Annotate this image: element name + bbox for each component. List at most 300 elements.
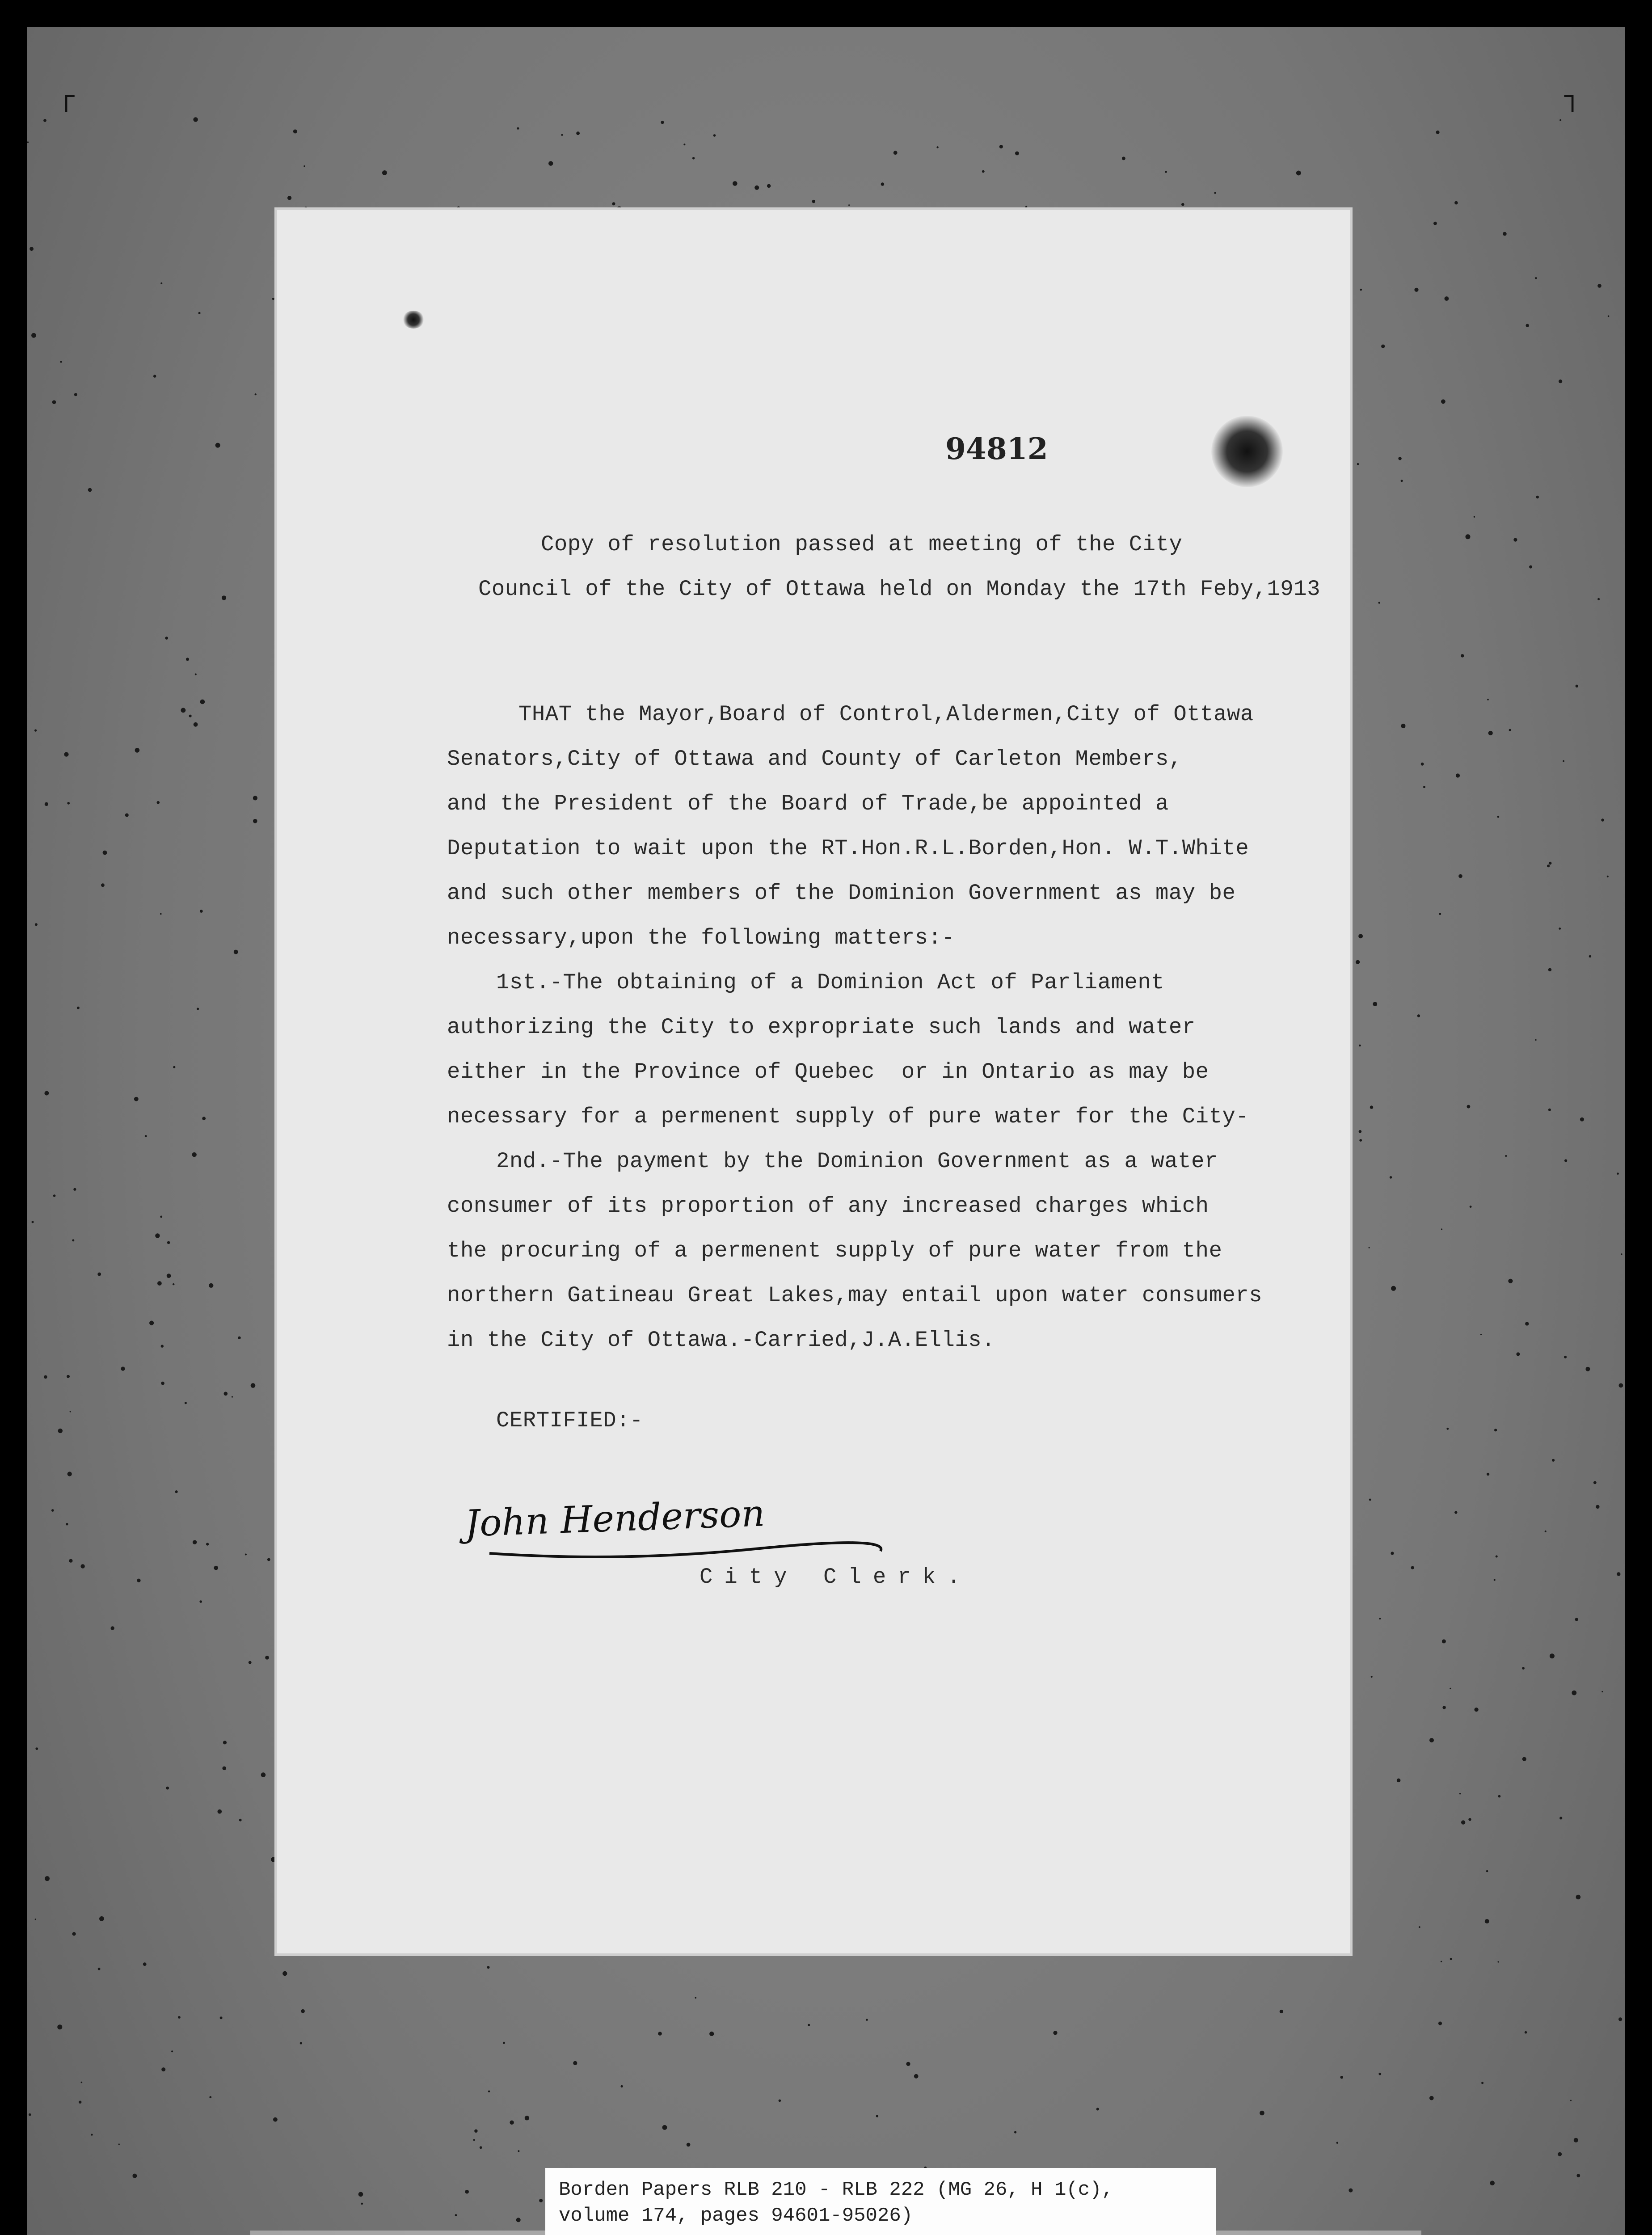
speckle [1480, 1334, 1482, 1335]
speckle [32, 1221, 34, 1223]
speckle [222, 595, 226, 600]
speckle [273, 2117, 278, 2122]
speckle [111, 1626, 114, 1630]
ink-smudge [1211, 416, 1283, 487]
speckle [77, 1007, 80, 1009]
speckle [1576, 685, 1578, 687]
speckle [255, 393, 257, 395]
crop-mark-top-right: ┐ [1564, 80, 1581, 112]
speckle [143, 1962, 147, 1966]
microfilm-frame [27, 27, 1625, 2235]
speckle [1459, 1793, 1461, 1794]
crop-mark-top-left: ┌ [58, 80, 75, 112]
speckle [1572, 1691, 1576, 1695]
speckle [1558, 2152, 1562, 2156]
speckle [209, 1283, 213, 1288]
body-line: authorizing the City to expropriate such lands and water [447, 1015, 1196, 1040]
speckle [876, 2115, 878, 2117]
speckle [145, 1135, 147, 1137]
speckle [200, 700, 205, 704]
speckle [239, 1819, 242, 1822]
speckle [155, 1233, 160, 1238]
speckle [197, 1008, 199, 1010]
speckle [576, 131, 580, 135]
speckle [171, 2050, 173, 2052]
speckle [1589, 955, 1591, 957]
speckle [121, 1366, 125, 1371]
speckle [245, 1554, 247, 1556]
speckle [516, 2218, 521, 2222]
speckle [265, 1656, 269, 1660]
speckle [192, 1152, 197, 1157]
speckle [779, 2100, 781, 2102]
speckle [1488, 731, 1493, 735]
speckle [43, 119, 46, 122]
speckle [125, 814, 129, 817]
speckle [137, 1579, 140, 1582]
speckle [253, 819, 257, 823]
speckle [474, 2130, 477, 2133]
speckle [1564, 1159, 1567, 1162]
speckle [709, 2032, 714, 2036]
speckle [1487, 699, 1489, 700]
speckle [893, 151, 898, 155]
speckle [35, 923, 38, 926]
speckle [612, 202, 615, 205]
speckle [1357, 463, 1359, 465]
speckle [206, 1543, 209, 1546]
speckle [135, 748, 140, 753]
speckle [906, 2062, 910, 2066]
speckle [282, 1971, 287, 1976]
speckle [69, 1559, 72, 1563]
speckle [45, 802, 48, 806]
speckle [193, 117, 198, 122]
speckle [999, 145, 1003, 148]
speckle [200, 910, 203, 913]
speckle [1525, 1322, 1529, 1325]
speckle [1574, 2138, 1578, 2142]
speckle [1378, 602, 1380, 603]
speckle [1442, 1706, 1446, 1709]
speckle [1456, 773, 1460, 777]
speckle [199, 1600, 202, 1603]
typed-letter-page [277, 210, 1350, 1953]
speckle [194, 722, 198, 727]
speckle [1522, 1667, 1525, 1670]
speckle [1214, 192, 1216, 194]
speckle [1498, 1961, 1499, 1962]
speckle [1563, 760, 1564, 762]
speckle [1397, 1779, 1401, 1783]
speckle [1535, 277, 1537, 279]
heading-line-2: Council of the City of Ottawa held on Monday the 17th Feby,1913 [478, 577, 1321, 602]
speckle [103, 851, 107, 855]
speckle [1450, 1958, 1452, 1960]
speckle [98, 1968, 101, 1970]
speckle [249, 1661, 252, 1664]
speckle [1181, 203, 1184, 206]
body-line: 2nd.-The payment by the Dominion Government as a water [496, 1149, 1218, 1174]
speckle [1467, 1105, 1471, 1109]
speckle [1411, 1566, 1414, 1569]
speckle [165, 637, 168, 640]
speckle [488, 2091, 490, 2092]
speckle [1358, 934, 1363, 939]
speckle [1461, 654, 1464, 657]
signature-underline [487, 1540, 889, 1567]
speckle [1576, 2174, 1580, 2177]
heading-line-1: Copy of resolution passed at meeting of the City [541, 532, 1183, 557]
speckle [1559, 119, 1561, 121]
speckle [167, 1241, 170, 1244]
speckle [1442, 1639, 1446, 1643]
speckle [1446, 1428, 1449, 1430]
speckle [1548, 1109, 1551, 1111]
speckle [1381, 345, 1385, 348]
speckle [1370, 1105, 1373, 1109]
speckle [848, 204, 850, 206]
speckle [1593, 1481, 1597, 1484]
speckle [733, 181, 738, 186]
speckle [658, 2032, 662, 2036]
speckle [1525, 2031, 1527, 2034]
speckle [132, 2174, 137, 2178]
speckle [914, 2074, 919, 2079]
speckle [1441, 1961, 1442, 1962]
speckle [1498, 1795, 1501, 1798]
speckle [1378, 2073, 1381, 2075]
speckle [161, 1382, 164, 1385]
speckle [1391, 1552, 1394, 1555]
speckle [1461, 1820, 1465, 1824]
speckle [473, 2139, 475, 2141]
speckle [271, 1857, 276, 1862]
speckle [193, 1540, 197, 1544]
speckle [1014, 2131, 1016, 2133]
speckle [1441, 399, 1446, 404]
speckle [713, 134, 716, 137]
speckle [1559, 380, 1562, 383]
speckle [1165, 171, 1167, 173]
speckle [251, 1383, 256, 1388]
speckle [224, 1392, 228, 1396]
speckle [261, 1772, 266, 1777]
speckle [178, 2016, 181, 2019]
signatory-title: City Clerk. [700, 1564, 972, 1590]
speckle [149, 1321, 154, 1325]
speckle [1545, 1531, 1547, 1532]
speckle [215, 443, 220, 448]
speckle [1601, 1691, 1603, 1692]
speckle [58, 1429, 63, 1433]
speckle [1474, 516, 1475, 518]
speckle [1585, 1367, 1590, 1371]
caption-line-2: volume 174, pages 94601-95026) [559, 2205, 913, 2227]
speckle [91, 2134, 93, 2136]
speckle [1597, 284, 1601, 288]
speckle [232, 1396, 233, 1397]
speckle [1401, 724, 1405, 728]
speckle [52, 400, 56, 404]
speckle [1509, 729, 1511, 731]
speckle [1390, 1176, 1392, 1179]
speckle [220, 2016, 223, 2019]
caption-line-1: Borden Papers RLB 210 - RLB 222 (MG 26, H 1(c), [559, 2179, 1114, 2201]
speckle [67, 802, 70, 805]
speckle [687, 2143, 691, 2147]
speckle [1369, 1247, 1370, 1248]
speckle [1356, 960, 1360, 964]
speckle [480, 2146, 482, 2149]
speckle [222, 1767, 226, 1771]
speckle [1360, 289, 1362, 291]
speckle [1526, 324, 1529, 327]
speckle [60, 361, 62, 363]
speckle [74, 393, 77, 396]
body-line: and the President of the Board of Trade,be appointed a [447, 791, 1169, 816]
speckle [253, 796, 257, 800]
speckle [80, 1564, 84, 1568]
speckle [30, 247, 34, 251]
speckle [1621, 1253, 1622, 1255]
speckle [561, 134, 563, 136]
speckle [1025, 206, 1027, 208]
speckle [382, 170, 387, 175]
speckle [1608, 316, 1610, 317]
speckle [1529, 565, 1532, 569]
speckle [1349, 2189, 1353, 2193]
speckle [662, 2125, 667, 2130]
speckle [455, 2214, 457, 2216]
speckle [695, 1997, 697, 1999]
body-line: necessary,upon the following matters:- [447, 925, 955, 950]
speckle [157, 801, 160, 804]
speckle [1296, 171, 1301, 176]
speckle [175, 1490, 178, 1493]
speckle [64, 752, 68, 757]
speckle [808, 2024, 810, 2026]
speckle [303, 165, 305, 167]
speckle [29, 2113, 31, 2116]
speckle [1618, 2017, 1622, 2021]
certified-label: CERTIFIED:- [496, 1408, 643, 1433]
speckle [160, 913, 162, 915]
speckle [1559, 1817, 1562, 1819]
speckle [1516, 1352, 1520, 1356]
speckle [1336, 2142, 1338, 2144]
speckle [1468, 1818, 1471, 1821]
clerk-signature: John Henderson [464, 1492, 766, 1545]
speckle [1436, 131, 1440, 134]
speckle [1564, 1356, 1567, 1358]
speckle [1505, 1155, 1507, 1157]
speckle [1619, 1383, 1623, 1388]
speckle [161, 1345, 164, 1347]
speckle [487, 1966, 490, 1969]
speckle [157, 1281, 162, 1286]
speckle [44, 1375, 47, 1379]
speckle [936, 146, 938, 148]
speckle [518, 2150, 519, 2152]
speckle [1508, 1279, 1513, 1283]
speckle [173, 1283, 174, 1285]
speckle [287, 196, 291, 200]
document-number: 94812 [945, 431, 1048, 466]
speckle [661, 121, 664, 124]
speckle [81, 2082, 83, 2083]
speckle [198, 312, 201, 314]
speckle [1552, 1459, 1555, 1462]
speckle [189, 715, 192, 717]
speckle [1419, 1926, 1420, 1928]
speckle [160, 283, 162, 284]
speckle [70, 1411, 71, 1413]
speckle [1601, 818, 1604, 822]
body-line: either in the Province of Quebec or in Ontario as may be [447, 1059, 1209, 1084]
speckle [301, 2009, 305, 2013]
speckle [1503, 232, 1507, 236]
speckle [1597, 598, 1600, 600]
speckle [1373, 1002, 1377, 1006]
speckle [361, 2203, 363, 2205]
speckle [1433, 222, 1437, 225]
speckle [1486, 1870, 1488, 1872]
collection-caption [545, 2168, 1216, 2235]
speckle [1015, 152, 1019, 156]
speckle [300, 2042, 302, 2044]
speckle [1485, 1919, 1489, 1923]
speckle [134, 1097, 139, 1101]
speckle [683, 143, 685, 145]
speckle [1548, 968, 1551, 971]
speckle [1487, 1473, 1489, 1476]
speckle [67, 1472, 72, 1476]
speckle [1497, 816, 1500, 818]
speckle [1391, 1286, 1396, 1291]
speckle [1340, 2076, 1343, 2079]
speckle [118, 2143, 120, 2145]
speckle [73, 1188, 76, 1191]
speckle [161, 2067, 165, 2071]
speckle [1398, 457, 1401, 460]
speckle [45, 1876, 50, 1881]
speckle [88, 488, 92, 492]
speckle [1522, 1757, 1526, 1761]
speckle [1536, 496, 1539, 498]
speckle [866, 2019, 868, 2021]
speckle [1559, 928, 1561, 930]
speckle [1458, 874, 1462, 878]
speckle [1359, 1045, 1361, 1047]
body-line: 1st.-The obtaining of a Dominion Act of Parliament [496, 970, 1165, 995]
speckle [1369, 1499, 1371, 1501]
speckle [1423, 786, 1425, 788]
speckle [223, 1741, 227, 1744]
speckle [1454, 1511, 1457, 1514]
speckle [1490, 2181, 1495, 2186]
speckle [767, 184, 771, 188]
speckle [160, 1216, 162, 1218]
speckle [67, 1375, 70, 1378]
speckle [525, 2116, 529, 2120]
speckle [1513, 538, 1517, 542]
speckle [57, 2024, 62, 2029]
speckle [517, 127, 519, 130]
speckle [1359, 1139, 1362, 1142]
speckle [548, 161, 553, 166]
speckle [1450, 1688, 1451, 1689]
speckle [209, 2096, 211, 2098]
speckle [358, 2192, 363, 2197]
speckle [1445, 296, 1449, 301]
speckle [510, 2121, 514, 2125]
speckle [1421, 763, 1424, 766]
speckle [539, 2199, 543, 2202]
body-line: Deputation to wait upon the RT.Hon.R.L.Borden,Hon. W.T.White [447, 836, 1249, 861]
speckle [101, 883, 105, 887]
speckle [1466, 534, 1471, 539]
speckle [982, 170, 985, 173]
speckle [167, 1274, 171, 1278]
speckle [1607, 876, 1609, 877]
speckle [1441, 1228, 1442, 1230]
speckle [53, 1194, 56, 1197]
speckle [1122, 157, 1125, 160]
speckle [72, 1932, 76, 1936]
speckle [1280, 2010, 1283, 2013]
speckle [1475, 1708, 1479, 1712]
body-line: THAT the Mayor,Board of Control,Aldermen,City of Ottawa [518, 702, 1254, 727]
speckle [1053, 2031, 1057, 2035]
body-line: in the City of Ottawa.-Carried,J.A.Ellis. [447, 1328, 995, 1353]
speckle [1429, 1738, 1434, 1742]
speckle [79, 2101, 81, 2104]
speckle [1414, 288, 1418, 292]
speckle [881, 182, 885, 186]
speckle [1371, 1676, 1373, 1678]
speckle [1481, 2082, 1483, 2084]
speckle [457, 207, 460, 209]
speckle [465, 2190, 469, 2194]
speckle [1470, 1206, 1472, 1208]
speckle [1617, 1172, 1619, 1175]
speckle [1580, 1118, 1584, 1122]
speckle [812, 200, 815, 203]
speckle [181, 708, 186, 713]
speckle [1575, 1618, 1578, 1621]
speckle [503, 2042, 505, 2044]
speckle [66, 1523, 68, 1525]
speckle [1535, 1039, 1537, 1041]
speckle [293, 130, 297, 134]
speckle [1096, 2108, 1099, 2110]
speckle [272, 298, 274, 300]
speckle [173, 1066, 175, 1068]
speckle [51, 1509, 54, 1512]
speckle [1417, 1014, 1420, 1017]
speckle [1401, 480, 1403, 482]
speckle [34, 730, 37, 732]
speckle [1429, 2096, 1434, 2100]
speckle [1550, 1653, 1555, 1658]
speckle [35, 1747, 38, 1750]
speckle [304, 207, 308, 210]
speckle [166, 1787, 169, 1790]
speckle [234, 950, 238, 954]
speckle [218, 1809, 222, 1814]
speckle [1496, 1556, 1498, 1558]
